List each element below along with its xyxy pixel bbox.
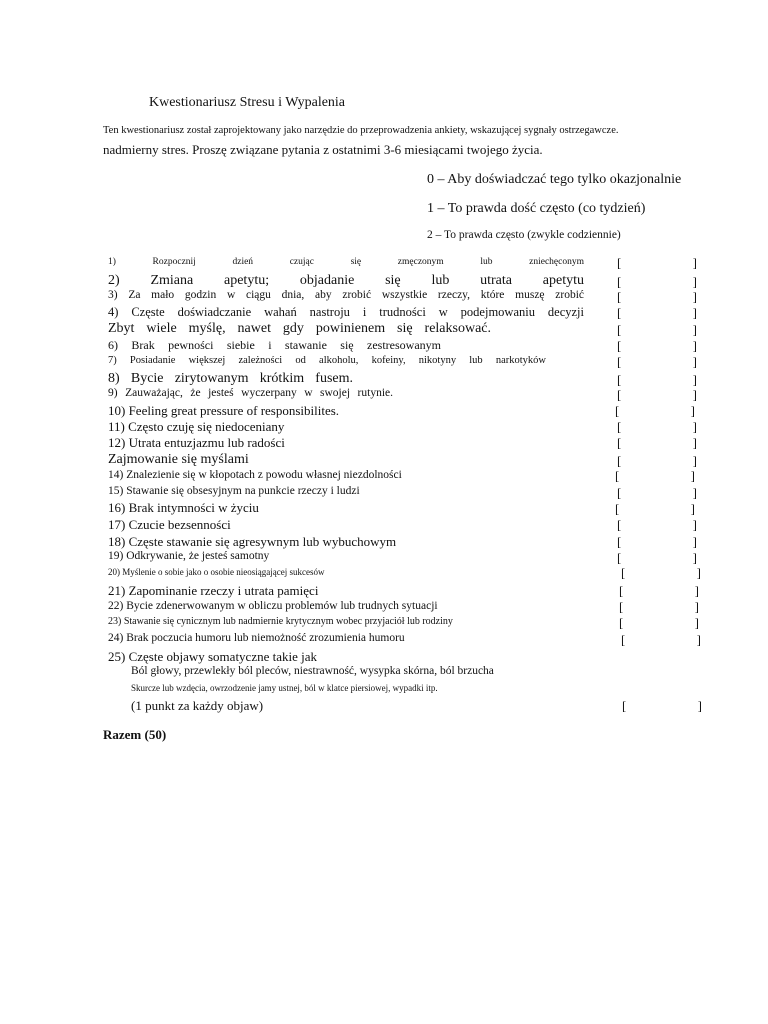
answer-box[interactable]: [ ]	[617, 372, 697, 387]
scale-option-1: 1 – To prawda dość często (co tydzień)	[427, 201, 646, 216]
intro-line-2: nadmierny stres. Proszę związane pytania z ostatnimi 3-6 miesiącami twojego życia.	[103, 142, 543, 157]
scale-option-2: 2 – To prawda często (zwykle codziennie)	[427, 229, 621, 241]
answer-box[interactable]: [ ]	[617, 435, 697, 450]
document-title: Kwestionariusz Stresu i Wypalenia	[149, 95, 346, 110]
answer-box[interactable]: [ ]	[615, 468, 695, 483]
question-item: 3) Za mało godzin w ciągu dnia, aby zrobić wszystkie rzeczy, które muszę zrobić	[108, 289, 584, 301]
question-item: 12) Utrata entuzjazmu lub radości	[108, 435, 285, 450]
question-item: 19) Odkrywanie, że jesteś samotny	[108, 550, 270, 562]
answer-box[interactable]: [ ]	[617, 485, 697, 500]
question-item: 8) Bycie zirytowanym krótkim fusem.	[108, 371, 353, 386]
question-item: 4) Częste doświadczanie wahań nastroju i trudności w podejmowaniu decyzji	[108, 305, 584, 319]
scale-option-0: 0 – Aby doświadczać tego tylko okazjonalnie	[427, 172, 682, 187]
answer-box[interactable]: [ ]	[617, 274, 697, 289]
answer-box[interactable]: [ ]	[617, 550, 697, 565]
question-item: 24) Brak poczucia humoru lub niemożność zrozumienia humoru	[108, 632, 405, 644]
question-item: 16) Brak intymności w życiu	[108, 500, 259, 515]
question-item: Zajmowanie się myślami	[108, 452, 249, 467]
answer-box[interactable]: [ ]	[615, 501, 695, 516]
answer-box[interactable]: [ ]	[617, 354, 697, 369]
total-score-label: Razem (50)	[103, 727, 167, 742]
item25-scoring-note: (1 punkt za każdy objaw)	[131, 698, 264, 713]
question-item: 10) Feeling great pressure of responsibilites.	[108, 403, 340, 418]
question-item: 14) Znalezienie się w kłopotach z powodu własnej niezdolności	[108, 469, 402, 481]
question-item: Zbyt wiele myślę, nawet gdy powinienem się relaksować.	[108, 321, 491, 336]
answer-box[interactable]: [ ]	[617, 289, 697, 304]
question-item: 9) Zauważając, że jesteś wyczerpany w swojej rutynie.	[108, 387, 393, 399]
question-item: 11) Często czuję się niedoceniany	[108, 419, 285, 434]
question-item: 2) Zmiana apetytu; objadanie się lub utrata apetytu	[108, 273, 584, 288]
answer-box[interactable]: [ ]	[619, 599, 699, 614]
item25-symptoms-1: Ból głowy, przewlekły ból pleców, niestrawność, wysypka skórna, ból brzucha	[131, 665, 494, 677]
answer-box[interactable]: [ ]	[617, 255, 697, 270]
answer-box[interactable]: [ ]	[617, 322, 697, 337]
answer-box[interactable]: [ ]	[621, 565, 701, 580]
question-item: 18) Częste stawanie się agresywnym lub wybuchowym	[108, 534, 397, 549]
question-item: 17) Czucie bezsenności	[108, 517, 231, 532]
answer-box[interactable]: [ ]	[619, 583, 699, 598]
intro-line-1: Ten kwestionariusz został zaprojektowany jako narzędzie do przeprowadzenia ankiety, wskazującej sygnały ostrzegawcze.	[103, 125, 619, 136]
answer-box[interactable]: [ ]	[617, 517, 697, 532]
question-item: 7) Posiadanie większej zależności od alkoholu, kofeiny, nikotyny lub narkotyków	[108, 355, 546, 366]
question-item: 6) Brak pewności siebie i stawanie się zestresowanym	[108, 338, 441, 352]
answer-box[interactable]: [ ]	[617, 338, 697, 353]
question-item: 25) Częste objawy somatyczne takie jak	[108, 649, 318, 664]
item25-symptoms-2: Skurcze lub wzdęcia, owrzodzenie jamy ustnej, ból w klatce piersiowej, wypadki itp.	[131, 683, 438, 693]
answer-box[interactable]: [ ]	[615, 403, 695, 418]
answer-box[interactable]: [ ]	[617, 305, 697, 320]
question-item: 23) Stawanie się cynicznym lub nadmiernie krytycznym wobec przyjaciół lub rodziny	[108, 616, 453, 627]
question-item: 21) Zapominanie rzeczy i utrata pamięci	[108, 583, 319, 598]
answer-box[interactable]: [ ]	[621, 632, 701, 647]
question-item: 15) Stawanie się obsesyjnym na punkcie rzeczy i ludzi	[108, 485, 360, 497]
answer-box[interactable]: [ ]	[622, 698, 702, 713]
question-item: 20) Myślenie o sobie jako o osobie nieosiągającej sukcesów	[108, 567, 325, 577]
answer-box[interactable]: [ ]	[617, 419, 697, 434]
answer-box[interactable]: [ ]	[617, 387, 697, 402]
answer-box[interactable]: [ ]	[619, 615, 699, 630]
answer-box[interactable]: [ ]	[617, 534, 697, 549]
question-item: 22) Bycie zdenerwowanym w obliczu problemów lub trudnych sytuacji	[108, 600, 438, 612]
question-item: 1) Rozpocznij dzień czując się zmęczonym lub zniechęconym	[108, 257, 584, 267]
answer-box[interactable]: [ ]	[617, 453, 697, 468]
